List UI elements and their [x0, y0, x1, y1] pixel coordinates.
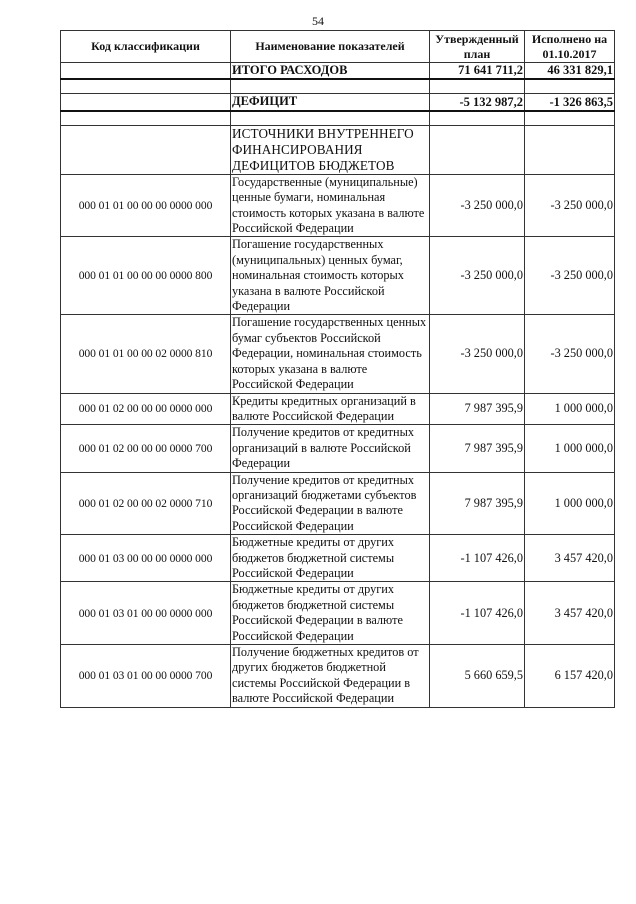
row-plan: -1 107 426,0: [430, 582, 525, 645]
header-executed: Исполнено на 01.10.2017: [525, 31, 615, 63]
row-name: Погашение государственных ценных бумаг субъектов Российской Федерации, номинальная стоимость которых указана в валюте Российской Федерации: [231, 315, 430, 393]
total-expenses-name: ИТОГО РАСХОДОВ: [231, 63, 430, 80]
row-code: 000 01 02 00 00 00 0000 000: [61, 393, 231, 425]
row-code: 000 01 02 00 00 02 0000 710: [61, 472, 231, 535]
row-executed: -3 250 000,0: [525, 237, 615, 315]
table-row: [61, 174, 615, 237]
row-plan: -3 250 000,0: [430, 315, 525, 393]
deficit-plan: -5 132 987,2: [430, 94, 525, 111]
row-code: 000 01 01 00 00 00 0000 800: [61, 237, 231, 315]
spacer-row: [61, 79, 615, 94]
deficit-executed: -1 326 863,5: [525, 94, 615, 111]
row-name: Погашение государственных (муниципальных) ценных бумаг, номинальная стоимость которых указана в валюте Российской Федерации: [231, 237, 430, 315]
section-heading: ИСТОЧНИКИ ВНУТРЕННЕГО ФИНАНСИРОВАНИЯ ДЕФИЦИТОВ БЮДЖЕТОВ: [231, 125, 430, 174]
table-row: [61, 237, 615, 315]
row-plan: -3 250 000,0: [430, 174, 525, 237]
table-row: [61, 472, 615, 535]
row-name: Государственные (муниципальные) ценные бумаги, номинальная стоимость которых указана в валюте Российской Федерации: [231, 174, 430, 237]
budget-table: [60, 30, 615, 708]
row-name: Получение бюджетных кредитов от других бюджетов бюджетной системы Российской Федерации в валюте Российской Федерации: [231, 645, 430, 708]
total-expenses-row: [61, 63, 615, 80]
row-name: Бюджетные кредиты от других бюджетов бюджетной системы Российской Федерации: [231, 535, 430, 582]
header-plan: Утвержденный план: [430, 31, 525, 63]
row-executed: -3 250 000,0: [525, 174, 615, 237]
row-plan: -3 250 000,0: [430, 237, 525, 315]
row-executed: 1 000 000,0: [525, 472, 615, 535]
row-code: 000 01 03 00 00 00 0000 000: [61, 535, 231, 582]
row-name: Бюджетные кредиты от других бюджетов бюджетной системы Российской Федерации в валюте Российской Федерации: [231, 582, 430, 645]
total-expenses-executed: 46 331 829,1: [525, 63, 615, 80]
section-heading-row: [61, 125, 615, 174]
row-code: 000 01 03 01 00 00 0000 700: [61, 645, 231, 708]
row-plan: -1 107 426,0: [430, 535, 525, 582]
header-name: Наименование показателей: [231, 31, 430, 63]
table-row: [61, 393, 615, 425]
total-expenses-plan: 71 641 711,2: [430, 63, 525, 80]
row-executed: 3 457 420,0: [525, 535, 615, 582]
row-executed: 1 000 000,0: [525, 425, 615, 472]
row-name: Получение кредитов от кредитных организаций бюджетами субъектов Российской Федерации в валюте Российской Федерации: [231, 472, 430, 535]
row-executed: 6 157 420,0: [525, 645, 615, 708]
table-row: [61, 582, 615, 645]
table-row: [61, 645, 615, 708]
row-plan: 5 660 659,5: [430, 645, 525, 708]
table-row: [61, 315, 615, 393]
row-executed: -3 250 000,0: [525, 315, 615, 393]
row-plan: 7 987 395,9: [430, 472, 525, 535]
deficit-row: [61, 94, 615, 111]
row-plan: 7 987 395,9: [430, 393, 525, 425]
row-code: 000 01 03 01 00 00 0000 000: [61, 582, 231, 645]
page-number: 54: [312, 14, 324, 28]
row-name: Кредиты кредитных организаций в валюте Российской Федерации: [231, 393, 430, 425]
table-header-row: [61, 31, 615, 63]
row-executed: 1 000 000,0: [525, 393, 615, 425]
total-code-cell: [61, 63, 231, 80]
row-code: 000 01 01 00 00 00 0000 000: [61, 174, 231, 237]
row-plan: 7 987 395,9: [430, 425, 525, 472]
row-executed: 3 457 420,0: [525, 582, 615, 645]
spacer-row: [61, 111, 615, 126]
row-name: Получение кредитов от кредитных организаций в валюте Российской Федерации: [231, 425, 430, 472]
deficit-name: ДЕФИЦИТ: [231, 94, 430, 111]
row-code: 000 01 02 00 00 00 0000 700: [61, 425, 231, 472]
header-code: Код классификации: [61, 31, 231, 63]
table-row: [61, 425, 615, 472]
row-code: 000 01 01 00 00 02 0000 810: [61, 315, 231, 393]
table-row: [61, 535, 615, 582]
deficit-code-cell: [61, 94, 231, 111]
